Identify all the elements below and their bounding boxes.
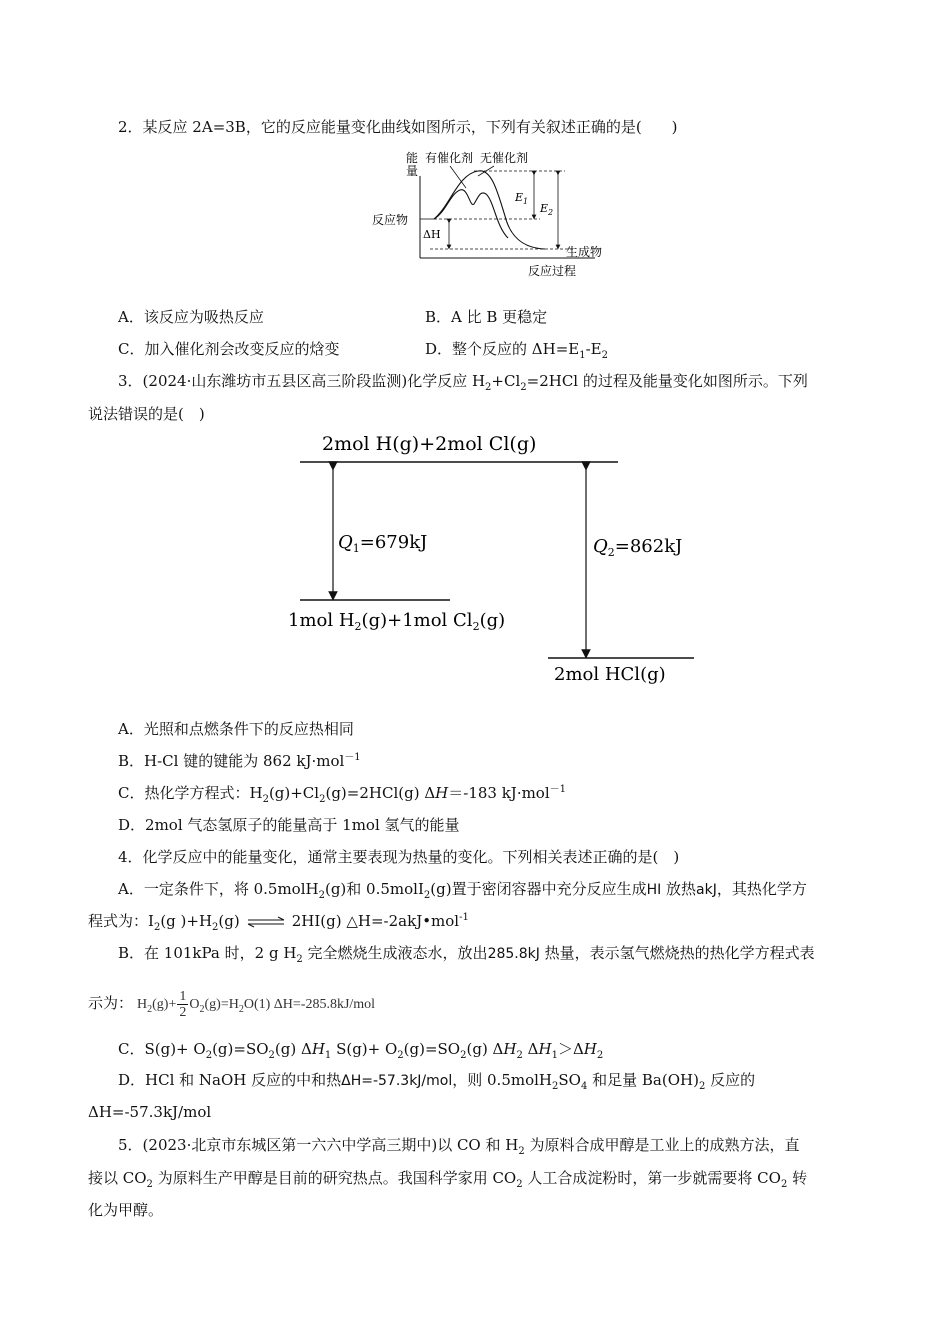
q2-e1-label: E [515,191,524,204]
q2-e2-sub: 2 [548,208,554,217]
q2-energy-diagram [370,146,620,284]
q2-option-a: A．该反应为吸热反应 [118,308,264,326]
q2-dh-label: ΔH [423,228,441,241]
q2-reactant-label: 反应物 [372,213,409,227]
q3-mid-level-label: 1mol $H_2(g)+1mol$ $Cl_2(g)$ [288,610,506,633]
q5-line3: 化为甲醇。 [88,1201,164,1219]
q4-option-a-line1: A．一定条件下，将 0.5molH$_2$(g)和 0.5molI$_2$(g)置于密闭容器中充分反应生成HI 放热akJ，其热化学方 [118,880,807,901]
q2-option-b: B．A 比 B 更稳定 [425,308,548,326]
q3-option-c: C．热化学方程式：$H_2(g)+Cl_2(g)=2HCl(g)$ ΔH＝-183 kJ·mol$^{-1}$ [118,784,567,805]
svg-text:E1 [514,191,528,206]
q2-x-label: 反应过程 [528,264,577,278]
q5-line1: 5．(2023·北京市东城区第一六六中学高三期中)以 CO 和 $H_2$ 为原料合成甲醇是工业上的成熟方法，直 [118,1136,800,1157]
q5-line2: 接以 $CO_2$ 为原料生产甲醇是目前的研究热点。我国科学家用 $CO_2$ 人工合成淀粉时，第一步就需要将 $CO_2$ 转 [88,1169,808,1190]
q2-option-c: C．加入催化剂会改变反应的焓变 [118,340,340,358]
q3-option-b: B．H-Cl 键的键能为 862 kJ·mol$^{-1}$ [118,752,361,770]
q3-top-level-label: 2mol H(g)+2mol Cl(g) [322,433,537,455]
q4-option-c: C．$S(g)+ O_2(g)=SO_2(g)$ $\Delta H_1$ $S(g)+ O_2(g)=SO_2(g)$ $\Delta H_2$ $\Delta H_1>\Delta H_2$ [118,1040,604,1061]
q4-option-d-line2: ΔH=-57.3kJ/mol [88,1103,212,1121]
q3-option-d: D．2mol 气态氢原子的能量高于 1mol 氢气的能量 [118,816,460,834]
q4-option-d-line1: D．HCl 和 NaOH 反应的中和热ΔH=-57.3kJ/mol，则 $0.5molH_2SO_4$ 和足量 $Ba(OH)_2$ 反应的 [118,1071,756,1092]
q2-e1-sub: 1 [523,197,529,206]
equilibrium-arrow-icon [246,916,286,928]
q2-y-label-1: 能 [406,151,419,165]
q3-stem-line1: 3．(2024·山东潍坊市五县区高三阶段监测)化学反应 $H_2+Cl_2=2HCl$ 的过程及能量变化如图所示。下列 [118,372,808,393]
svg-text:Q1=679kJ: $Q_1=679kJ$ [338,532,428,555]
q3-stem-line2: 说法错误的是( ) [88,405,205,423]
q3-bottom-level-label: 2mol HCl(g) [554,664,666,685]
q2-product-label: 生成物 [566,245,603,259]
q3-option-a: A．光照和点燃条件下的反应热相同 [118,720,354,738]
q4-option-b-line2: 示为： $H_2(g)+$ $\frac{1}{2}$ $O_2(g)=H_2O(1)$ ΔH=-285.8kJ/mol [88,989,376,1021]
q4-option-a-line2: 程式为：$I_2(g$ )$+H_2(g)$ 2HI(g) △H=-2akJ•mol$^{-1}$ [88,912,469,933]
svg-text:E2 [539,202,553,217]
q2-y-label-2: 量 [406,164,419,178]
svg-text:Q2=862kJ: $Q_2=862kJ$ [593,536,683,559]
q2-catalyst-label: 有催化剂 [425,151,474,165]
q2-option-d: D．整个反应的 $\Delta H=E_1-E_2$ [425,340,609,361]
q2-e2-label: E [540,202,549,215]
q3-energy-diagram [280,428,700,690]
q4-stem: 4．化学反应中的能量变化，通常主要表现为热量的变化。下列相关表述正确的是( ) [118,848,680,866]
q2-curve-catalyst [434,190,508,238]
q2-no-catalyst-label: 无催化剂 [480,151,529,165]
q2-curve-no-catalyst [434,171,545,249]
q4-option-b-line1: B．在 101kPa 时，2 g $H_2$ 完全燃烧生成液态水，放出285.8kJ 热量，表示氢气燃烧热的热化学方程式表 [118,944,815,965]
q2-stem: 2．某反应 2A=3B，它的反应能量变化曲线如图所示，下列有关叙述正确的是( ) [118,118,678,136]
